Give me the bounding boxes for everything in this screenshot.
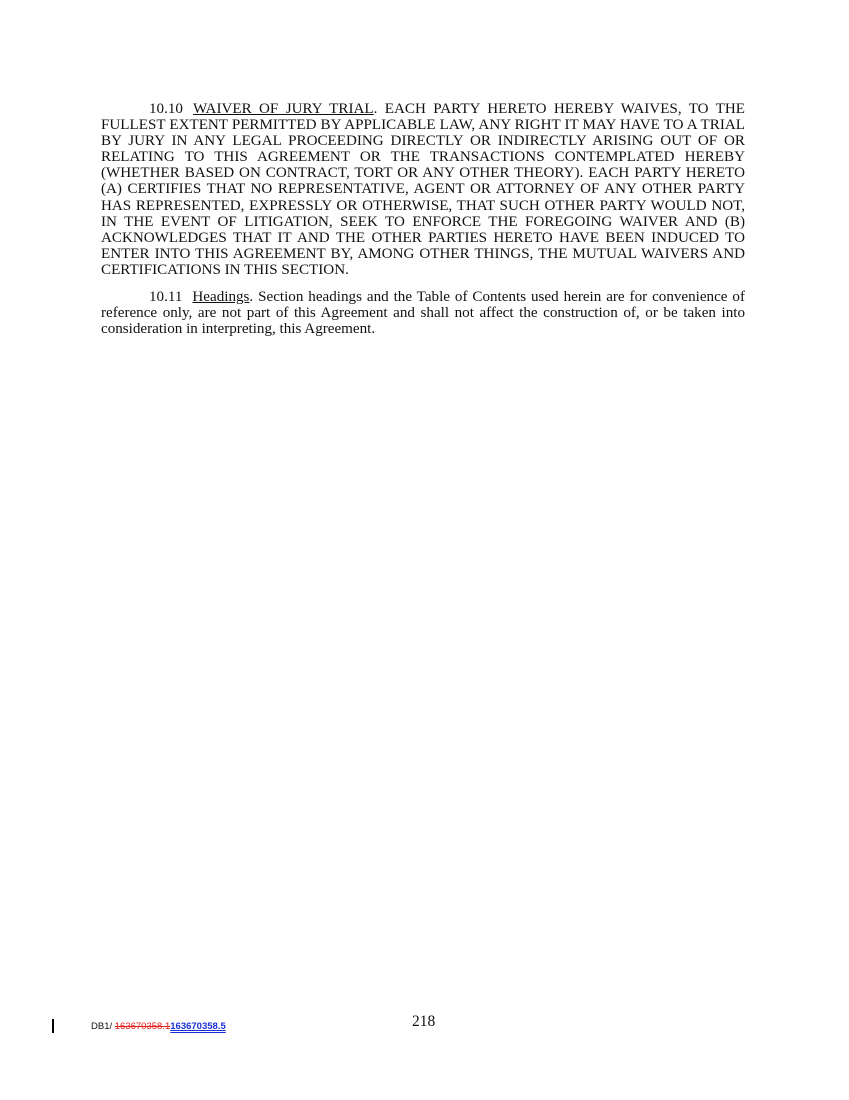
section-heading: Headings <box>192 289 250 306</box>
change-bar <box>52 1019 54 1033</box>
section-number: 10.10 <box>149 101 183 117</box>
document-id <box>91 1021 226 1033</box>
section-text: . Section headings and the Table of Contents used herein are for convenience of reference only, are not part of this Agreement and shall not affect the construction of, or be taken into consideration in interpreting, this Agreement. <box>101 289 745 338</box>
document-id-prefix: DB1/ <box>91 1021 115 1032</box>
page-number: 218 <box>412 1013 436 1030</box>
deleted-document-id: 163670358.1 <box>114 1021 171 1032</box>
body-text <box>101 101 745 337</box>
section-10-10 <box>101 101 745 278</box>
section-10-11 <box>101 289 745 337</box>
section-heading: WAIVER OF JURY TRIAL <box>192 101 374 117</box>
inserted-document-id: 163670358.5 <box>170 1021 226 1032</box>
section-number: 10.11 <box>149 289 183 306</box>
section-text: . EACH PARTY HERETO HEREBY WAIVES, TO THE FULLEST EXTENT PERMITTED BY APPLICABLE LAW, ANY RIGHT IT MAY HAVE TO A TRIAL BY JURY IN ANY LEGAL PROCEEDING DIRECTLY OR INDIRECTLY ARISING OUT OF OR RELATING TO THIS AGREEMENT OR THE TRANSACTIONS CONTEMPLATED HEREBY (WHETHER BASED ON CONTRACT, TORT OR ANY OTHER THEORY). EACH PARTY HERETO (A) CERTIFIES THAT NO REPRESENTATIVE, AGENT OR ATTORNEY OF ANY OTHER PARTY HAS REPRESENTED, EXPRESSLY OR OTHERWISE, THAT SUCH OTHER PARTY WOULD NOT, IN THE EVENT OF LITIGATION, SEEK TO ENFORCE THE FOREGOING WAIVER AND (B) ACKNOWLEDGES THAT IT AND THE OTHER PARTIES HERETO HAVE BEEN INDUCED TO ENTER INTO THIS AGREEMENT BY, AMONG OTHER THINGS, THE MUTUAL WAIVERS AND CERTIFICATIONS IN THIS SECTION. <box>101 101 745 278</box>
